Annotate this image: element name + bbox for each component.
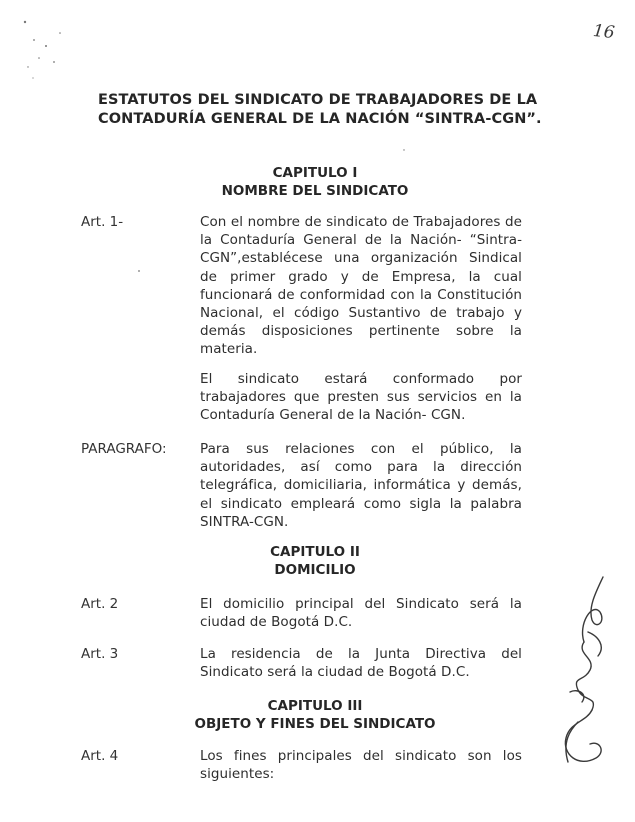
chapter-name: OBJETO Y FINES DEL SINDICATO [194,716,436,732]
article-text: Con el nombre de sindicato de Trabajadores de la Contaduría General de la Nación- “Sintra-CGN”,establécese una organización Sindical de primer grado y de Empresa, la cual funcionará de conformidad con la Constitución Nacional, el código Sustantivo de trabajo y demás disposiciones pertinente sobre la materia. [200,214,522,358]
handwritten-page-number: 16 [592,20,616,44]
chapter-heading [100,697,530,733]
chapter-number: CAPITULO II [270,544,360,560]
title-line-1: ESTATUTOS DEL SINDICATO DE TRABAJADORES DE LA [98,92,538,108]
title-line-2: CONTADURÍA GENERAL DE LA NACIÓN “SINTRA-CGN”. [98,111,542,127]
chapter-number: CAPITULO I [272,165,358,181]
paragraph-label: PARAGRAFO: [81,441,167,457]
chapter-name: DOMICILIO [274,562,356,578]
article-text: La residencia de la Junta Directiva del Sindicato será la ciudad de Bogotá D.C. [200,646,522,681]
article-label: Art. 3 [81,646,119,662]
article-label: Art. 2 [81,596,119,612]
chapter-heading [100,164,530,200]
article-text: Los fines principales del sindicato son los siguientes: [200,748,522,783]
paragraph-text: Para sus relaciones con el público, la autoridades, así como para la dirección telegráfica, domiciliaria, informática y demás, el sindicato empleará como sigla la palabra SINTRA-CGN. [200,441,522,530]
document-title [98,91,542,129]
article-text: El domicilio principal del Sindicato será la ciudad de Bogotá D.C. [200,596,522,631]
chapter-number: CAPITULO III [267,698,363,714]
chapter-name: NOMBRE DEL SINDICATO [221,183,409,199]
chapter-heading [100,543,530,579]
margin-signature [548,572,618,782]
article-text: El sindicato estará conformado por trabajadores que presten sus servicios en la Contaduría General de la Nación- CGN. [200,371,522,424]
article-label: Art. 4 [81,748,119,764]
article-label: Art. 1- [81,214,124,230]
